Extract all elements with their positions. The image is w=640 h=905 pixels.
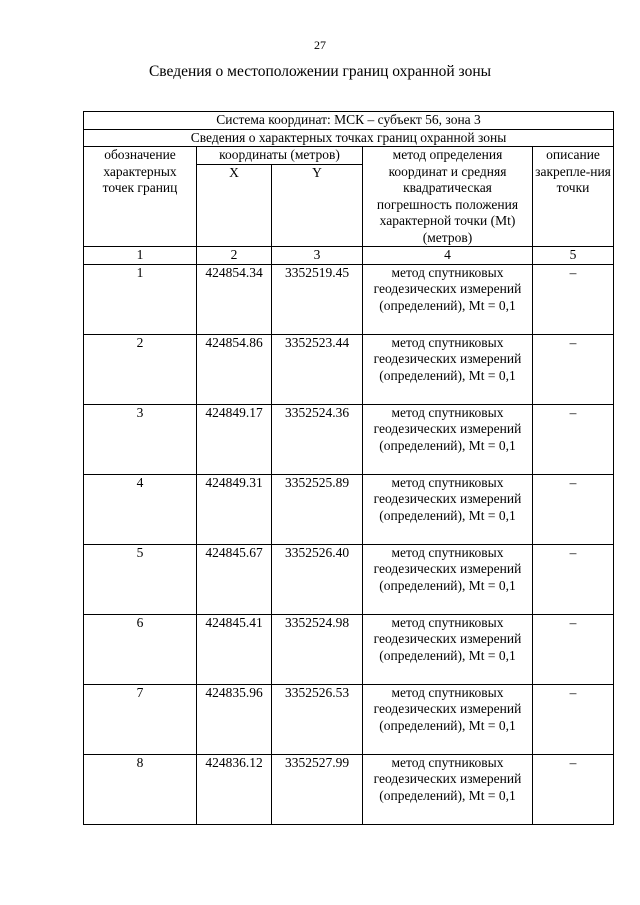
- x-coordinate-cell: 424854.34: [197, 264, 272, 334]
- y-coordinate-cell: 3352524.36: [272, 404, 363, 474]
- method-cell: метод спутниковых геодезических измерений (определений), Mt = 0,1: [363, 404, 533, 474]
- point-number-cell: 2: [84, 334, 197, 404]
- fixing-description-cell: –: [533, 614, 614, 684]
- y-coordinate-cell: 3352524.98: [272, 614, 363, 684]
- column-number: 3: [272, 247, 363, 265]
- table-row: [84, 264, 614, 334]
- column-number: 5: [533, 247, 614, 265]
- y-coordinate-cell: 3352523.44: [272, 334, 363, 404]
- x-coordinate-cell: 424854.86: [197, 334, 272, 404]
- y-coordinate-cell: 3352525.89: [272, 474, 363, 544]
- x-coordinate-cell: 424835.96: [197, 684, 272, 754]
- method-cell: метод спутниковых геодезических измерений (определений), Mt = 0,1: [363, 614, 533, 684]
- method-cell: метод спутниковых геодезических измерений (определений), Mt = 0,1: [363, 334, 533, 404]
- point-number-cell: 7: [84, 684, 197, 754]
- column-header-designation: обозначение характерных точек границ: [84, 147, 197, 247]
- y-coordinate-cell: 3352526.53: [272, 684, 363, 754]
- column-number-row: [84, 247, 614, 265]
- table-row: [84, 544, 614, 614]
- point-number-cell: 1: [84, 264, 197, 334]
- method-cell: метод спутниковых геодезических измерений (определений), Mt = 0,1: [363, 684, 533, 754]
- x-coordinate-cell: 424849.17: [197, 404, 272, 474]
- point-number-cell: 3: [84, 404, 197, 474]
- section-header: Сведения о характерных точках границ охранной зоны: [84, 129, 614, 147]
- method-cell: метод спутниковых геодезических измерений (определений), Mt = 0,1: [363, 754, 533, 824]
- table-row: [84, 614, 614, 684]
- page-number: 27: [314, 38, 326, 52]
- x-coordinate-cell: 424849.31: [197, 474, 272, 544]
- x-coordinate-cell: 424836.12: [197, 754, 272, 824]
- column-header-y: Y: [272, 165, 363, 247]
- column-header-coordinates: координаты (метров): [197, 147, 363, 165]
- method-cell: метод спутниковых геодезических измерений (определений), Mt = 0,1: [363, 474, 533, 544]
- fixing-description-cell: –: [533, 264, 614, 334]
- column-header-x: X: [197, 165, 272, 247]
- method-cell: метод спутниковых геодезических измерений (определений), Mt = 0,1: [363, 544, 533, 614]
- table-row: [84, 684, 614, 754]
- y-coordinate-cell: 3352526.40: [272, 544, 363, 614]
- y-coordinate-cell: 3352519.45: [272, 264, 363, 334]
- x-coordinate-cell: 424845.41: [197, 614, 272, 684]
- column-header-method: метод определения координат и средняя квадратическая погрешность положения характерной точки (Mt) (метров): [363, 147, 533, 247]
- table-row: [84, 754, 614, 824]
- column-header-fixing: описание закрепле-ния точки: [533, 147, 614, 247]
- fixing-description-cell: –: [533, 334, 614, 404]
- table-row: [84, 404, 614, 474]
- fixing-description-cell: –: [533, 404, 614, 474]
- boundary-points-table: [83, 111, 614, 825]
- column-number: 4: [363, 247, 533, 265]
- fixing-description-cell: –: [533, 754, 614, 824]
- fixing-description-cell: –: [533, 544, 614, 614]
- fixing-description-cell: –: [533, 474, 614, 544]
- table-row: [84, 474, 614, 544]
- point-number-cell: 5: [84, 544, 197, 614]
- method-cell: метод спутниковых геодезических измерений (определений), Mt = 0,1: [363, 264, 533, 334]
- x-coordinate-cell: 424845.67: [197, 544, 272, 614]
- table-row: [84, 334, 614, 404]
- coordinate-system-header: Система координат: МСК – субъект 56, зона 3: [84, 112, 614, 130]
- fixing-description-cell: –: [533, 684, 614, 754]
- column-number: 1: [84, 247, 197, 265]
- point-number-cell: 4: [84, 474, 197, 544]
- point-number-cell: 8: [84, 754, 197, 824]
- point-number-cell: 6: [84, 614, 197, 684]
- column-number: 2: [197, 247, 272, 265]
- document-title: Сведения о местоположении границ охранной зоны: [148, 63, 492, 80]
- y-coordinate-cell: 3352527.99: [272, 754, 363, 824]
